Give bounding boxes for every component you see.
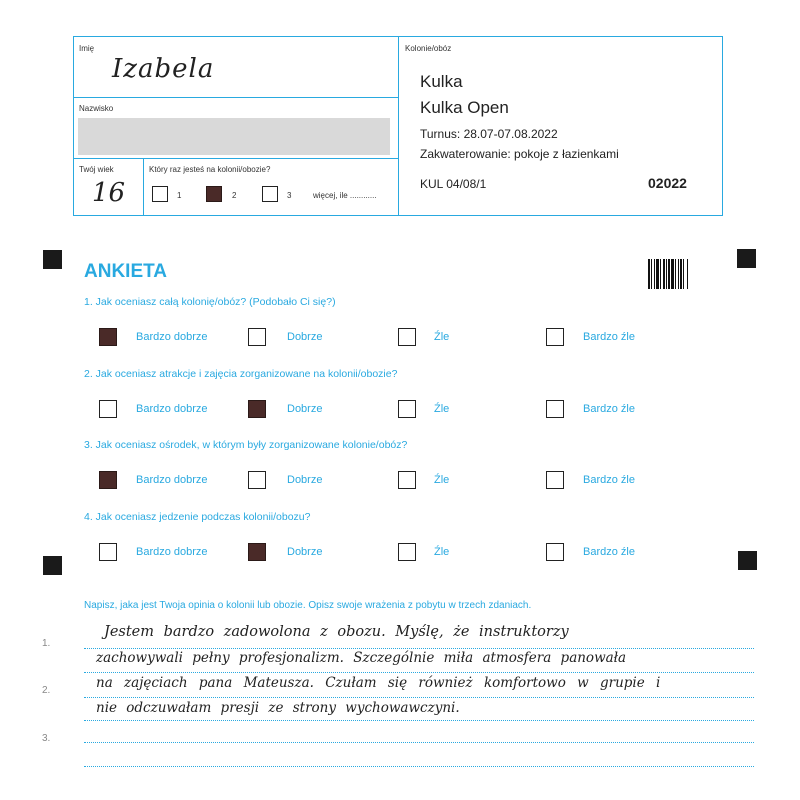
barcode-stripe: [654, 259, 655, 289]
q4-checkbox-bardzo-dobrze[interactable]: [99, 543, 117, 561]
line-number-1: 1.: [42, 638, 51, 649]
writing-line-4: [84, 720, 754, 721]
barcode-stripe: [683, 259, 684, 289]
q4-checkbox-zle[interactable]: [398, 543, 416, 561]
zakwaterowanie: Zakwaterowanie: pokoje z łazienkami: [420, 147, 619, 161]
question-4: 4. Jak oceniasz jedzenie podczas kolonii/obozu?: [84, 511, 311, 523]
handwriting-line-1[interactable]: Jestem bardzo zadowolona z obozu. Myślę, że instruktorzy: [104, 624, 569, 640]
q2-checkbox-zle[interactable]: [398, 400, 416, 418]
writing-line-2: [84, 672, 754, 673]
q4-option-bardzo-dobrze: Bardzo dobrze: [136, 546, 208, 558]
q2-checkbox-bardzo-zle[interactable]: [546, 400, 564, 418]
q4-option-zle: Źle: [434, 546, 450, 558]
handwriting-line-3[interactable]: na zajęciach pana Mateusza. Czułam się również komfortowo w grupie i: [96, 675, 661, 691]
header-divider-1: [74, 97, 398, 98]
q1-option-bardzo-zle: Bardzo źle: [583, 331, 635, 343]
q1-option-bardzo-dobrze: Bardzo dobrze: [136, 331, 208, 343]
camp-sub: Kulka Open: [420, 98, 509, 117]
q2-checkbox-bardzo-dobrze[interactable]: [99, 400, 117, 418]
barcode-stripe: [660, 259, 661, 289]
q4-checkbox-dobrze[interactable]: [248, 543, 266, 561]
q3-option-bardzo-dobrze: Bardzo dobrze: [136, 474, 208, 486]
barcode-stripe: [656, 259, 659, 289]
q4-option-bardzo-zle: Bardzo źle: [583, 546, 635, 558]
q2-option-dobrze: Dobrze: [287, 403, 323, 415]
barcode-stripe: [666, 259, 667, 289]
writing-line-5: [84, 742, 754, 743]
form-number: 02022: [648, 175, 687, 191]
question-3: 3. Jak oceniasz ośrodek, w którym były zorganizowane kolonie/obóz?: [84, 439, 408, 451]
q1-option-zle: Źle: [434, 331, 450, 343]
handwriting-line-2[interactable]: zachowywali pełny profesjonalizm. Szczególnie miła atmosfera panowała: [96, 650, 627, 666]
q4-option-dobrze: Dobrze: [287, 546, 323, 558]
nazwisko-redacted: [78, 118, 390, 155]
q3-checkbox-dobrze[interactable]: [248, 471, 266, 489]
camp-name: Kulka: [420, 72, 463, 91]
ktory-raz-checkbox-3[interactable]: [262, 186, 278, 202]
q1-option-dobrze: Dobrze: [287, 331, 323, 343]
barcode-stripe: [663, 259, 665, 289]
ktory-raz-checkbox-2[interactable]: [206, 186, 222, 202]
q2-checkbox-dobrze[interactable]: [248, 400, 266, 418]
q3-option-bardzo-zle: Bardzo źle: [583, 474, 635, 486]
question-1: 1. Jak oceniasz całą kolonię/obóz? (Podobało Ci się?): [84, 296, 336, 308]
registration-mark-bottom-left: [43, 556, 62, 575]
q1-checkbox-bardzo-zle[interactable]: [546, 328, 564, 346]
barcode-stripe: [675, 259, 676, 289]
barcode-stripe: [648, 259, 650, 289]
writing-line-3: [84, 697, 754, 698]
ktory-raz-option-2: 2: [232, 191, 237, 200]
registration-mark-top-left: [43, 250, 62, 269]
registration-mark-bottom-right: [738, 551, 757, 570]
turnus: Turnus: 28.07-07.08.2022: [420, 127, 558, 141]
q3-option-dobrze: Dobrze: [287, 474, 323, 486]
opinion-prompt: Napisz, jaka jest Twoja opinia o kolonii lub obozie. Opisz swoje wrażenia z pobytu w trzech zdaniach.: [84, 600, 532, 611]
line-number-3: 3.: [42, 733, 51, 744]
header-divider-age: [143, 158, 144, 216]
q3-checkbox-zle[interactable]: [398, 471, 416, 489]
kolonie-label: Kolonie/obóz: [405, 44, 452, 53]
handwriting-line-4[interactable]: nie odczuwałam presji ze strony wychowawczyni.: [96, 700, 460, 716]
wiek-label: Twój wiek: [79, 165, 114, 174]
imie-value[interactable]: Izabela: [112, 54, 215, 84]
barcode-stripe: [671, 259, 674, 289]
question-2: 2. Jak oceniasz atrakcje i zajęcia zorganizowane na kolonii/obozie?: [84, 368, 398, 380]
writing-line-6: [84, 766, 754, 767]
header-divider-vertical: [398, 37, 399, 216]
line-number-2: 2.: [42, 685, 51, 696]
q4-checkbox-bardzo-zle[interactable]: [546, 543, 564, 561]
ktory-raz-option-3: 3: [287, 191, 292, 200]
ktory-raz-more: więcej, ile ............: [313, 191, 377, 200]
barcode-stripe: [680, 259, 682, 289]
ktory-raz-option-1: 1: [177, 191, 182, 200]
q1-checkbox-bardzo-dobrze[interactable]: [99, 328, 117, 346]
header-divider-2: [74, 158, 398, 159]
q2-option-zle: Źle: [434, 403, 450, 415]
q3-option-zle: Źle: [434, 474, 450, 486]
barcode-stripe: [678, 259, 679, 289]
ktory-raz-checkbox-1[interactable]: [152, 186, 168, 202]
q2-option-bardzo-zle: Bardzo źle: [583, 403, 635, 415]
q3-checkbox-bardzo-dobrze[interactable]: [99, 471, 117, 489]
imie-label: Imię: [79, 44, 95, 53]
barcode-stripe: [687, 259, 688, 289]
nazwisko-label: Nazwisko: [79, 104, 114, 113]
barcode-stripe: [668, 259, 670, 289]
q1-checkbox-zle[interactable]: [398, 328, 416, 346]
barcode-stripe: [651, 259, 652, 289]
wiek-value[interactable]: 16: [92, 178, 126, 208]
ktory-raz-label: Który raz jesteś na kolonii/obozie?: [149, 165, 271, 174]
survey-title: ANKIETA: [84, 261, 168, 282]
writing-line-1: [84, 648, 754, 649]
q2-option-bardzo-dobrze: Bardzo dobrze: [136, 403, 208, 415]
q1-checkbox-dobrze[interactable]: [248, 328, 266, 346]
kul-code: KUL 04/08/1: [420, 177, 487, 191]
registration-mark-top-right: [737, 249, 756, 268]
q3-checkbox-bardzo-zle[interactable]: [546, 471, 564, 489]
